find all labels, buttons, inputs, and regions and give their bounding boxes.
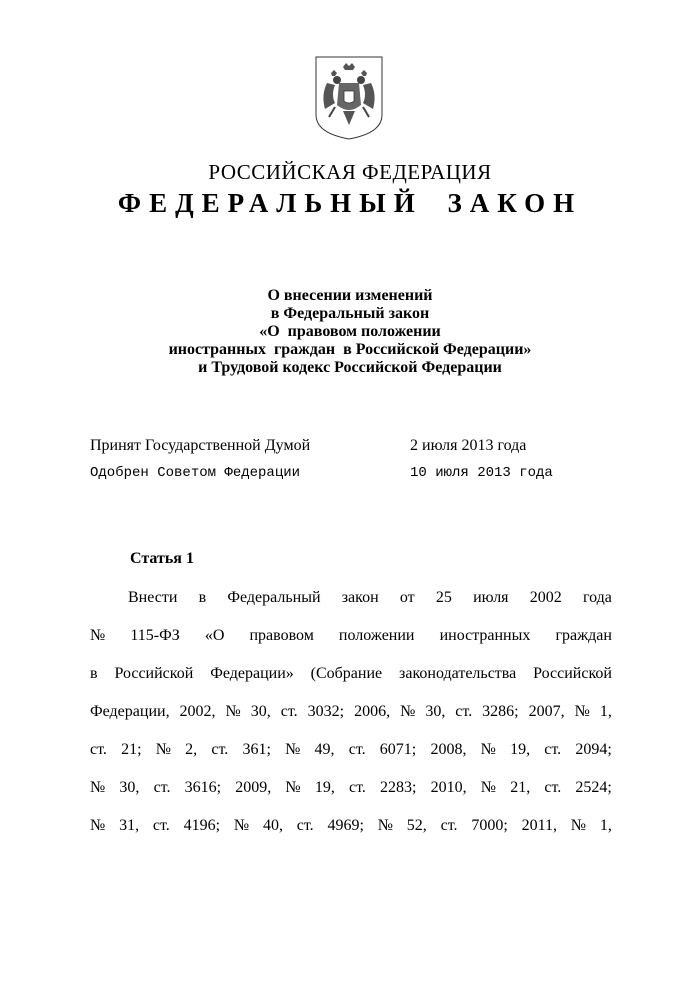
body-word: ст. [455, 703, 473, 720]
country-heading: РОССИЙСКАЯ ФЕДЕРАЦИЯ [208, 160, 492, 184]
document-type-heading: ФЕДЕРАЛЬНЫЙ ЗАКОН [117, 188, 583, 218]
body-word: 25 [435, 589, 452, 606]
body-word: 2002 [529, 589, 562, 606]
body-word: № [570, 817, 587, 834]
body-word: 2524; [575, 779, 612, 796]
body-word: 2283; [380, 779, 417, 796]
law-title [0, 287, 700, 377]
body-word: 6071; [379, 741, 417, 758]
body-word: ст. [544, 741, 562, 758]
body-word: ст. [152, 817, 170, 834]
body-word: 19, [510, 741, 531, 758]
body-word: иностранных [439, 627, 531, 644]
body-word: 115-ФЗ [130, 627, 180, 644]
body-word: в [90, 665, 98, 682]
body-word: 2008, [430, 741, 467, 758]
council-label: Одобрен Советом Федерации [90, 465, 301, 481]
body-line [90, 586, 612, 624]
body-word: 2094; [575, 741, 612, 758]
body-word: № [233, 817, 250, 834]
body-word: 21, [510, 779, 531, 796]
body-line [90, 700, 612, 738]
body-word: 19, [314, 779, 335, 796]
body-word: (Собрание [310, 665, 383, 682]
body-word: 31, [119, 817, 140, 834]
body-word: № [90, 779, 106, 796]
body-word: Федерации, [90, 703, 170, 720]
title-line: в Федеральный закон [270, 305, 430, 322]
body-word: № [400, 703, 416, 720]
body-line [90, 814, 612, 852]
body-word: в [198, 589, 207, 606]
body-word: ст. [544, 779, 562, 796]
body-word: Федерации» [210, 665, 294, 682]
body-word: Федеральный [227, 589, 321, 606]
body-word: 4969; [327, 817, 364, 834]
body-line [90, 624, 612, 662]
double-headed-eagle-icon [313, 55, 385, 141]
duma-adoption-row [90, 437, 610, 455]
body-word: года [582, 589, 612, 606]
body-word: 1, [599, 817, 612, 834]
body-word: 30, [425, 703, 446, 720]
body-word: ст. [348, 741, 366, 758]
body-word: № [480, 741, 496, 758]
body-word: 30, [250, 703, 271, 720]
body-word: 7000; [471, 817, 508, 834]
body-line [90, 662, 612, 700]
body-word: 30, [119, 779, 140, 796]
duma-date: 2 июля 2013 года [410, 437, 527, 454]
body-word: № [285, 741, 301, 758]
body-word: ст. [153, 779, 171, 796]
body-line [90, 738, 612, 776]
body-word: ст. [90, 741, 107, 758]
body-word: 2011, [521, 817, 557, 834]
body-word: Российской [114, 665, 194, 682]
body-word: законодательства [399, 665, 517, 682]
body-word: Российской [533, 665, 612, 682]
body-word: граждан [555, 627, 612, 644]
body-word: 21; [121, 741, 142, 758]
body-word: 52, [406, 817, 427, 834]
body-word: Внести [128, 589, 178, 606]
body-word: № [574, 703, 590, 720]
body-line [90, 776, 612, 814]
body-word: ст. [211, 741, 229, 758]
body-word: 2007, [528, 703, 565, 720]
body-word: 2009, [235, 779, 272, 796]
body-word: 3616; [184, 779, 222, 796]
body-word: «О [204, 627, 225, 644]
body-word: ст. [348, 779, 366, 796]
body-word: 2002, [179, 703, 216, 720]
body-word: положении [338, 627, 415, 644]
body-word: правовом [249, 627, 314, 644]
body-word: 2010, [430, 779, 467, 796]
body-word: июля [473, 589, 509, 606]
body-word: закон [341, 589, 379, 606]
body-word: 40, [262, 817, 283, 834]
body-word: № [225, 703, 241, 720]
body-word: 361; [242, 741, 271, 758]
body-word: 1, [599, 703, 612, 720]
body-word: от [399, 589, 415, 606]
council-date: 10 июля 2013 года [410, 465, 553, 481]
title-line: О внесении изменений [267, 287, 433, 304]
body-word: ст. [280, 703, 298, 720]
coat-of-arms-emblem [313, 55, 385, 141]
body-word: № [377, 817, 393, 834]
body-word: № [480, 779, 497, 796]
duma-label: Принят Государственной Думой [90, 437, 311, 454]
title-line: и Трудовой кодекс Российской Федерации [198, 359, 502, 376]
body-word: № [90, 817, 106, 834]
body-word: 4196; [183, 817, 221, 834]
article-heading: Статья 1 [130, 550, 194, 567]
body-word: 3286; [482, 703, 519, 720]
body-word: 2006, [354, 703, 391, 720]
article-body [90, 586, 612, 852]
council-approval-row [90, 465, 610, 481]
title-line: «О правовом положении [259, 323, 441, 340]
title-line: иностранных граждан в Российской Федерации» [168, 341, 532, 358]
body-word: № [285, 779, 301, 796]
body-word: 3032; [307, 703, 345, 720]
body-word: № [155, 741, 171, 758]
body-word: ст. [440, 817, 458, 834]
body-word: 2, [185, 741, 198, 758]
body-word: ст. [296, 817, 314, 834]
body-word: № [90, 627, 106, 644]
body-word: 49, [314, 741, 335, 758]
